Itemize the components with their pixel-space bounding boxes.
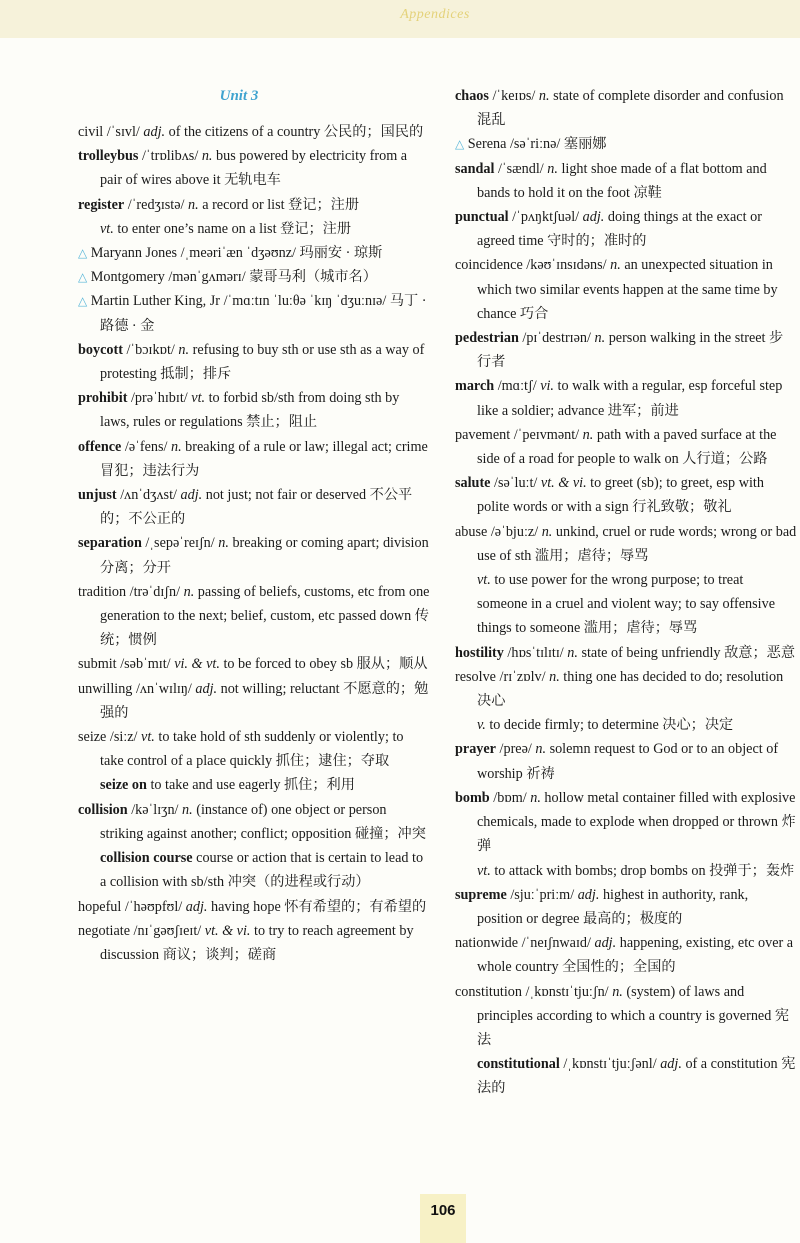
headword: hopeful <box>78 898 122 915</box>
part-of-speech: n. <box>582 426 594 443</box>
pronunciation: /siːz/ <box>109 729 138 746</box>
pronunciation: /kəˈlɪʒn/ <box>131 801 179 818</box>
definition: not just; not fair or deserved 不公平的；不公正的 <box>100 487 413 528</box>
part-of-speech: adj. <box>577 886 600 903</box>
definition: person walking in the street 步行者 <box>477 330 784 371</box>
headword: Serena <box>467 136 507 153</box>
right-entries <box>455 84 797 1101</box>
definition: solemn request to God or to an object of worship 祈祷 <box>477 741 779 782</box>
glossary-entry <box>455 520 797 568</box>
pronunciation: /ˈredʒɪstə/ <box>127 196 185 213</box>
glossary-entry <box>78 144 430 192</box>
headword: nationwide <box>455 935 519 952</box>
definition: to use power for the wrong purpose; to treat someone in a cruel and violent way; to say offensive things to someone 滥用；虐待；辱骂 <box>477 572 775 637</box>
headword: register <box>78 196 125 213</box>
pronunciation: /pɪˈdestrɪən/ <box>522 330 591 347</box>
part-of-speech: adj. <box>594 935 617 952</box>
definition: passing of beliefs, customs, etc from one generation to the next; belief, custom, etc passed down 传统；惯例 <box>100 583 430 649</box>
pronunciation: /ˌkɒnstɪˈtjuːʃənl/ <box>563 1056 657 1073</box>
headword: prohibit <box>78 390 128 407</box>
glossary-entry <box>78 338 430 386</box>
definition: light shoe made of a flat bottom and bands to hold it on the foot 凉鞋 <box>477 160 767 201</box>
definition: of a constitution 宪法的 <box>477 1056 796 1097</box>
part-of-speech: vt. & vi. <box>540 475 587 492</box>
definition: breaking or coming apart; division 分离；分开 <box>100 535 429 576</box>
part-of-speech: vi. & vt. <box>174 656 220 673</box>
definition: an unexpected situation in which two similar events happen at the same time by chance 巧合 <box>477 257 778 322</box>
glossary-entry <box>78 386 430 434</box>
pronunciation: /kəʊˈɪnsɪdəns/ <box>526 257 607 274</box>
glossary-entry <box>78 652 430 676</box>
part-of-speech: adj. <box>582 209 605 226</box>
headword: hostility <box>455 644 504 661</box>
pronunciation: /hɒsˈtɪlɪtɪ/ <box>507 644 564 661</box>
part-of-speech: vi. <box>540 378 554 395</box>
definition: 玛丽安 · 琼斯 <box>299 245 383 262</box>
glossary-entry <box>78 919 430 967</box>
headword: pavement <box>455 426 511 443</box>
part-of-speech: n. <box>549 668 560 685</box>
headword: collision <box>78 801 128 818</box>
definition: to attack with bombs; drop bombs on 投弹于；轰炸 <box>494 862 795 879</box>
glossary-entry <box>455 883 797 931</box>
headword: pedestrian <box>455 330 519 347</box>
glossary-entry <box>78 435 430 483</box>
glossary-entry <box>78 531 430 579</box>
glossary-entry <box>78 798 430 846</box>
pronunciation: /ˈpʌŋktʃuəl/ <box>512 209 580 226</box>
pronunciation: /ˈtrɒlibʌs/ <box>141 148 199 165</box>
pronunciation: /ˌmeəriˈæn ˈdʒəʊnz/ <box>180 245 296 262</box>
glossary-entry <box>455 374 797 422</box>
unit-title: Unit 3 <box>219 88 259 104</box>
part-of-speech: n. <box>610 257 621 274</box>
pronunciation: /nɪˈgəʊʃɪeɪt/ <box>133 922 202 939</box>
pronunciation: /prəˈhɪbɪt/ <box>130 390 188 407</box>
headword: offence <box>78 438 122 455</box>
glossary-entry <box>455 665 797 713</box>
glossary-entry <box>455 980 797 1053</box>
definition: 马丁 · 路德 · 金 <box>100 293 427 334</box>
headword: constitution <box>455 983 522 1000</box>
definition: state of complete disorder and confusion 混乱 <box>477 88 784 129</box>
definition: path with a paved surface at the side of a road for people to walk on 人行道；公路 <box>477 426 777 468</box>
part-of-speech: n. <box>183 583 195 600</box>
part-of-speech: n. <box>170 438 182 455</box>
part-of-speech: n. <box>188 196 199 213</box>
phrase-entry <box>78 846 430 894</box>
pronunciation: /mɑːtʃ/ <box>497 378 537 395</box>
glossary-entry <box>455 786 797 859</box>
pronunciation: /preə/ <box>499 741 532 758</box>
part-of-speech: vt. <box>477 862 491 879</box>
pronunciation: /ˈkeɪɒs/ <box>492 88 536 104</box>
definition: bus powered by electricity from a pair of wires above it 无轨电车 <box>100 148 408 189</box>
glossary-entry <box>455 737 797 785</box>
definition: happening, existing, etc over a whole country 全国性的；全国的 <box>477 935 794 976</box>
definition: course or action that is certain to lead to a collision with sb/sth 冲突（的进程或行动） <box>100 850 424 891</box>
proper-name-entry <box>78 265 430 289</box>
glossary-entry <box>455 931 797 979</box>
definition: of the citizens of a country 公民的；国民的 <box>168 124 424 140</box>
part-of-speech: adj. <box>180 487 203 504</box>
pronunciation: /əˈfens/ <box>124 438 168 455</box>
headword: unwilling <box>78 680 133 697</box>
part-of-speech: adj. <box>195 680 218 697</box>
phrase-entry <box>78 773 430 797</box>
definition: to walk with a regular, esp forceful step like a soldier; advance 进军；前进 <box>477 378 783 419</box>
definition: to greet (sb); to greet, esp with polite words or with a sign 行礼致敬；敬礼 <box>477 475 764 516</box>
headword: separation <box>78 535 142 552</box>
pronunciation: /səbˈmɪt/ <box>120 656 171 673</box>
pronunciation: /rɪˈzɒlv/ <box>499 668 546 685</box>
definition: breaking of a rule or law; illegal act; crime 冒犯；违法行为 <box>100 438 428 479</box>
pronunciation: /ˈneɪʃnwaɪd/ <box>521 935 591 952</box>
definition: to be forced to obey sb 服从；顺从 <box>223 656 428 673</box>
glossary-entry <box>78 725 430 773</box>
glossary-entry <box>78 120 430 144</box>
headword: Martin Luther King, Jr <box>90 293 221 310</box>
headword: punctual <box>455 209 509 226</box>
glossary-entry <box>455 157 797 205</box>
pronunciation: /ˈpeɪvmənt/ <box>513 426 580 443</box>
definition: not willing; reluctant 不愿意的；勉强的 <box>100 680 429 721</box>
definition: state of being unfriendly 敌意；恶意 <box>581 644 796 661</box>
phrase: seize on <box>100 777 147 794</box>
headword: unjust <box>78 487 117 504</box>
headword: bomb <box>455 789 490 806</box>
pronunciation: /əˈbjuːz/ <box>490 523 539 540</box>
pronunciation: /ˈsændl/ <box>497 160 544 177</box>
headword: coincidence <box>455 257 523 274</box>
headword: resolve <box>455 668 496 685</box>
phrase: collision course <box>100 850 193 867</box>
phrase-entry <box>455 1052 797 1100</box>
glossary-entry <box>455 205 797 253</box>
part-of-speech: vt. <box>477 572 491 589</box>
pronunciation: /ˌkɒnstɪˈtjuːʃn/ <box>525 983 609 1000</box>
proper-name-entry <box>78 289 430 337</box>
part-of-speech: n. <box>218 535 229 552</box>
glossary-entry <box>455 84 797 132</box>
part-of-speech: adj. <box>143 124 166 140</box>
triangle-icon: △ <box>455 137 465 152</box>
definition: to take and use eagerly 抓住；利用 <box>146 777 355 794</box>
headword: sandal <box>455 160 495 177</box>
headword: negotiate <box>78 922 130 939</box>
definition: highest in authority, rank, position or degree 最高的；极度的 <box>477 886 749 927</box>
part-of-speech: n. <box>567 644 578 661</box>
part-of-speech: n. <box>530 789 541 806</box>
definition: (instance of) one object or person striking against another; conflict; opposition 碰撞；冲突 <box>100 801 426 842</box>
part-of-speech: adj. <box>185 898 208 915</box>
glossary-entry <box>78 677 430 725</box>
sub-sense <box>455 859 797 883</box>
glossary-entry <box>455 471 797 519</box>
headword: prayer <box>455 741 496 758</box>
definition: a record or list 登记；注册 <box>202 196 360 213</box>
sub-sense <box>455 713 797 737</box>
definition: (system) of laws and principles according to which a country is governed 宪法 <box>477 983 790 1048</box>
definition: 塞丽娜 <box>563 136 607 153</box>
headword: Maryann Jones <box>90 245 178 262</box>
proper-name-entry <box>78 241 430 265</box>
part-of-speech: n. <box>541 523 553 540</box>
glossary-entry <box>455 423 797 471</box>
pronunciation: /bɒm/ <box>493 789 527 806</box>
glossary-entry <box>455 253 797 326</box>
definition: having hope 怀有希望的；有希望的 <box>211 898 427 915</box>
glossary-entry <box>78 193 430 217</box>
headword: march <box>455 378 495 395</box>
part-of-speech: adj. <box>660 1056 682 1073</box>
sub-sense <box>455 568 797 641</box>
glossary-entry <box>455 641 797 665</box>
definition: doing things at the exact or agreed time 守时的；准时的 <box>477 209 762 250</box>
part-of-speech: n. <box>201 148 213 165</box>
part-of-speech: vt. <box>141 729 155 746</box>
definition: to decide firmly; to determine 决心；决定 <box>489 717 734 734</box>
triangle-icon: △ <box>78 246 88 261</box>
pronunciation: /səˈluːt/ <box>494 475 538 492</box>
pronunciation: /səˈriːnə/ <box>509 136 561 153</box>
definition: to take hold of sth suddenly or violently; to take control of a place quickly 抓住；逮住；夺取 <box>100 729 404 770</box>
proper-name-entry <box>455 132 797 156</box>
headword: seize <box>78 729 107 746</box>
definition: unkind, cruel or rude words; wrong or bad use of sth 滥用；虐待；辱骂 <box>477 523 797 564</box>
headword: abuse <box>455 523 488 540</box>
part-of-speech: vt. & vi. <box>204 922 251 939</box>
pronunciation: /ʌnˈwɪlɪŋ/ <box>135 680 192 697</box>
part-of-speech: n. <box>535 741 547 758</box>
left-entries <box>78 120 430 967</box>
pronunciation: /ˌsepəˈreɪʃn/ <box>145 535 215 552</box>
section-header: Appendices <box>400 7 470 22</box>
headword: submit <box>78 656 117 673</box>
definition: hollow metal container filled with explosive chemicals, made to explode when dropped or thrown 炸弹 <box>477 789 796 855</box>
glossary-entry <box>78 580 430 653</box>
triangle-icon: △ <box>78 294 88 309</box>
pronunciation: /ˈmɑːtɪn ˈluːθə ˈkɪŋ ˈdʒuːnɪə/ <box>223 293 387 310</box>
pronunciation: /trəˈdɪʃn/ <box>129 583 181 600</box>
definition: to forbid sb/sth from doing sth by laws, rules or regulations 禁止；阻止 <box>100 390 400 431</box>
part-of-speech: vt. <box>191 390 206 407</box>
glossary-entry <box>78 895 430 919</box>
definition: refusing to buy sth or use sth as a way of protesting 抵制；排斥 <box>100 341 425 383</box>
pronunciation: /sjuːˈpriːm/ <box>510 886 575 903</box>
glossary-entry <box>455 326 797 374</box>
part-of-speech: n. <box>547 160 558 177</box>
pronunciation: /mənˈgʌmərɪ/ <box>168 269 246 286</box>
headword: salute <box>455 475 491 492</box>
definition: to try to reach agreement by discussion 商议；谈判；磋商 <box>100 922 414 963</box>
headword: trolleybus <box>78 148 139 165</box>
triangle-icon: △ <box>78 270 88 285</box>
phrase: constitutional <box>477 1056 560 1073</box>
definition: thing one has decided to do; resolution 决心 <box>477 668 784 710</box>
headword: civil <box>78 124 104 140</box>
sub-sense <box>78 217 430 241</box>
pronunciation: /ˈhəʊpfʊl/ <box>124 898 183 915</box>
part-of-speech: n. <box>594 330 606 347</box>
part-of-speech: vt. <box>100 220 114 237</box>
headword: tradition <box>78 583 127 600</box>
part-of-speech: n. <box>538 88 550 104</box>
part-of-speech: n. <box>178 341 190 358</box>
part-of-speech: v. <box>477 717 486 734</box>
left-column <box>78 84 430 967</box>
headword: boycott <box>78 341 123 358</box>
definition: to enter one’s name on a list 登记；注册 <box>117 220 352 237</box>
glossary-entry <box>78 483 430 531</box>
part-of-speech: n. <box>612 983 623 1000</box>
pronunciation: /ˈsɪvl/ <box>106 124 140 140</box>
part-of-speech: n. <box>182 801 193 818</box>
definition: 蒙哥马利（城市名） <box>249 269 377 286</box>
pronunciation: /ˈbɔɪkɒt/ <box>126 341 175 358</box>
pronunciation: /ʌnˈdʒʌst/ <box>120 487 177 504</box>
headword: supreme <box>455 886 507 903</box>
headword: chaos <box>455 88 489 104</box>
page-number: 106 <box>430 1202 456 1219</box>
headword: Montgomery <box>90 269 165 286</box>
right-column <box>455 84 797 1101</box>
